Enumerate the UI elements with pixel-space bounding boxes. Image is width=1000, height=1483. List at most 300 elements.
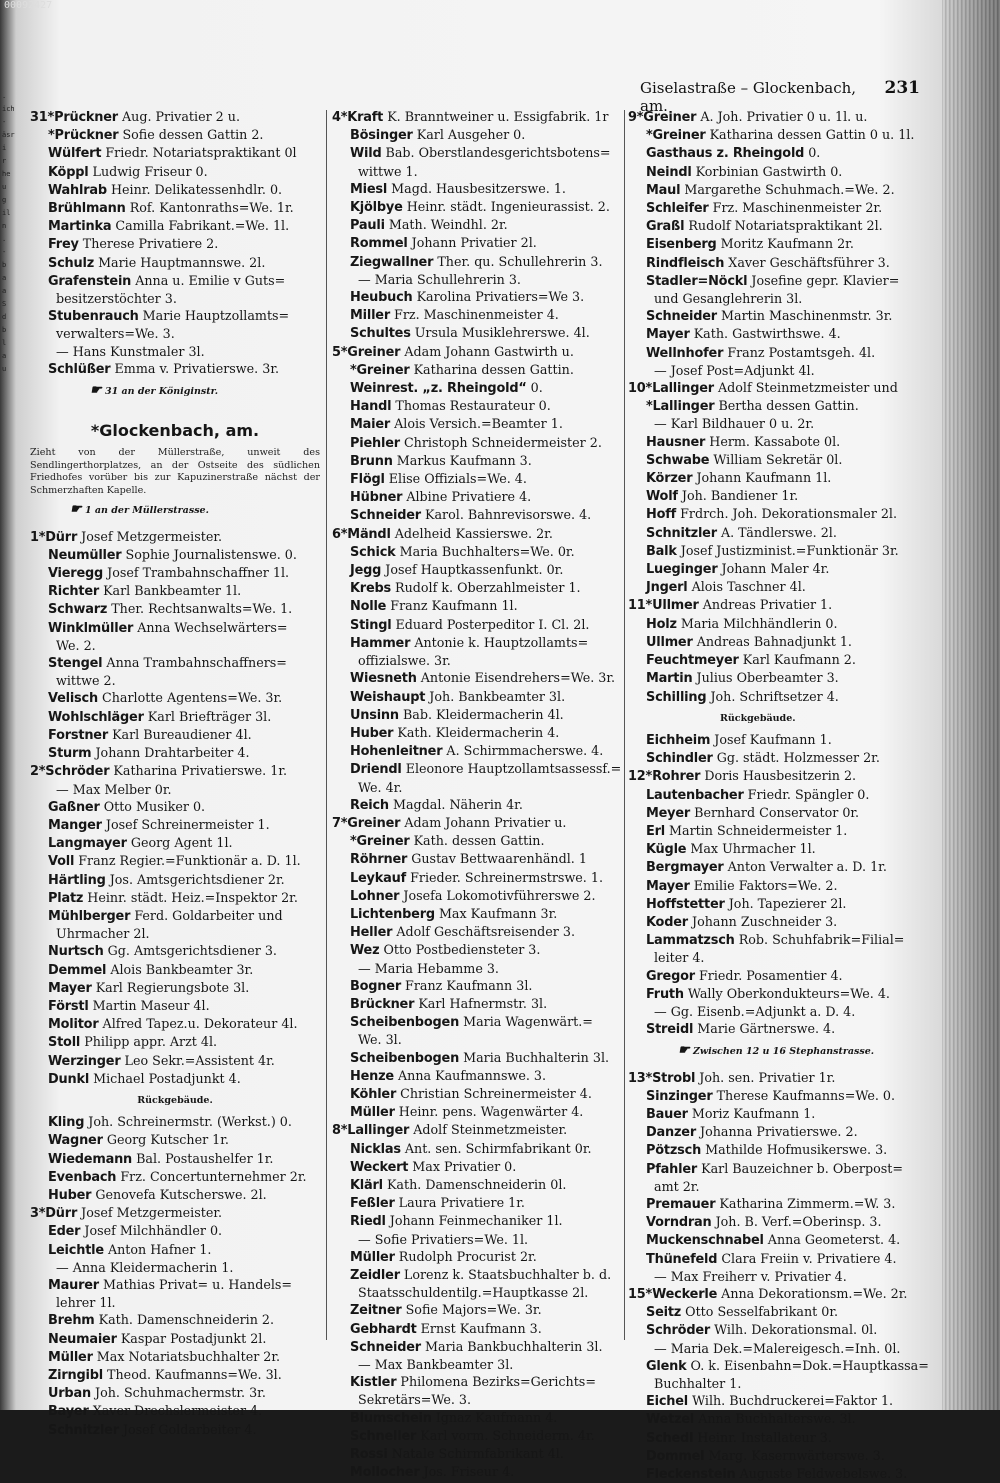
directory-entry [628,1020,924,1038]
directory-entry [30,181,320,199]
entry-name: Velisch [48,691,98,707]
entry-name: Wülfert [48,146,102,162]
directory-entry [628,1357,929,1375]
directory-entry [332,180,624,198]
entry-detail: A. Joh. Privatier 0 u. 1l. u. [700,109,868,124]
entry-name: Wez [350,943,380,959]
address-list-main [30,528,320,1088]
directory-entry [628,344,924,362]
entry-detail: Ernst Kaufmann 3. [420,1320,542,1336]
entry-detail: Clara Freiin v. Privatiere 4. [721,1250,897,1266]
directory-entry [332,977,624,995]
entry-name: Stubenrauch [48,309,139,325]
entry-detail: Frieder. Schreinermstrswe. 1. [410,869,603,885]
entry-name: Köhler [350,1086,397,1102]
address-list-col2 [332,108,624,1481]
entry-continuation [628,290,924,307]
directory-entry [628,1410,924,1428]
directory-entry [332,1320,624,1338]
entry-detail: Adelheid Kassierswe. 2r. [394,525,553,541]
entry-detail: We. 4r. [358,779,403,795]
directory-entry [30,1222,320,1240]
entry-name: Wild [350,146,382,162]
entry-detail: Math. Weindhl. 2r. [388,217,508,233]
directory-entry [628,181,924,199]
directory-entry [628,985,924,1003]
directory-entry [628,840,924,858]
entry-detail: Karl vorm. Schneiderm. 4r. [420,1427,595,1443]
directory-entry [628,144,924,162]
entry-name: Vieregg [48,566,104,582]
directory-entry [628,1105,924,1123]
entry-name: Manger [48,817,102,833]
directory-entry [628,163,924,181]
directory-entry [628,767,924,785]
entry-name: Wellnhofer [646,345,724,361]
entry-name: Martin [646,671,693,687]
entry-detail: Josef Metzgermeister. [81,528,223,544]
directory-entry [332,1427,624,1445]
entry-name: Huber [350,725,394,741]
entry-detail: Alfred Tapez.u. Dekorateur 4l. [102,1016,298,1032]
directory-entry [30,942,320,960]
entry-detail: Philipp appr. Arzt 4l. [84,1034,218,1050]
entry-detail: Thomas Restaurateur 0. [395,398,551,414]
entry-detail: Otto Sesselfabrikant 0r. [685,1304,839,1320]
directory-entry [332,1338,624,1356]
entry-detail: Anna Trambahnschaffners= [106,655,287,671]
entry-continuation [332,1391,624,1408]
directory-entry [628,272,924,290]
entry-name: Schulz [48,255,95,271]
directory-entry [30,1070,320,1088]
entry-continuation [332,271,624,288]
entry-name: Werzinger [48,1053,121,1069]
entry-detail: Genovefa Kutscherswe. 2l. [95,1186,267,1202]
entry-detail: Eduard Posterpeditor I. Cl. 2l. [395,616,590,632]
entry-name: Eder [48,1224,81,1240]
entry-name: *Greiner [350,834,410,850]
entry-detail: Martin Schneidermeister 1. [669,822,848,838]
entry-name: Premauer [646,1196,716,1212]
entry-detail: Katharina Zimmerm.=W. 3. [719,1195,896,1211]
directory-entry [332,324,624,342]
directory-entry [332,1140,624,1158]
entry-detail: Ther. Rechtsanwalts=We. 1. [111,601,293,617]
entry-name: Grafenstein [48,273,132,289]
entry-detail: Johann Kaufmann 1l. [696,470,832,486]
entry-name: Hübner [350,490,403,506]
column-rule-2 [624,110,625,1340]
entry-name: 4*Kraft [332,110,384,125]
entry-name: Fruth [646,986,684,1002]
entry-continuation [628,415,924,432]
directory-entry [332,905,624,923]
entry-detail: Karl Bankbeamter 1l. [103,583,242,599]
entry-name: Schneller [350,1428,417,1444]
entry-detail: Kath. Damenschneiderin 2. [98,1312,275,1328]
directory-entry [628,1160,924,1178]
directory-entry [332,288,624,306]
corner-note-text: 31 an der Königinstr. [104,386,219,398]
entry-detail: Antonie Eisendrehers=We. 3r. [420,670,616,686]
directory-entry [30,1033,320,1051]
entry-detail: — Anna Kleidermacherin 1. [56,1259,234,1275]
directory-entry [30,1384,320,1402]
directory-entry [332,1049,624,1067]
directory-entry [332,1445,624,1463]
entry-detail: Auguste Feldwebelswe. 3. [739,1466,908,1482]
entry-name: Driendl [350,762,402,778]
directory-entry [628,325,924,343]
address-list-col3b [628,731,924,1038]
entry-detail: Wilh. Dekorationsmal. 0l. [714,1322,878,1338]
directory-entry [628,1447,924,1465]
entry-continuation [628,362,924,379]
directory-entry [332,488,624,506]
entry-detail: Magd. Hausbesitzerswe. 1. [391,180,566,196]
entry-name: Dunkl [48,1071,90,1087]
entry-name: Holz [646,616,677,632]
entry-name: 7*Greiner [332,815,401,831]
entry-detail: Johann Privatier 2l. [411,235,537,251]
entry-detail: Bab. Kleidermacherin 4l. [402,706,564,722]
entry-detail: Sofie Majors=We. 3r. [405,1302,542,1318]
entry-detail: Heinr. städt. Ingenieurassist. 2. [406,199,610,215]
directory-entry [30,1015,320,1033]
entry-name: Schlüßer [48,361,111,377]
entry-continuation [30,1259,320,1276]
directory-entry [332,1121,624,1139]
directory-entry [628,397,924,415]
entry-continuation [30,925,320,942]
directory-entry [332,1013,624,1031]
entry-name: Wiedemann [48,1151,133,1167]
entry-detail: Maria Buchhalters=We. 0r. [399,543,575,559]
directory-entry [628,633,924,651]
entry-detail: Christian Schreinermeister 4. [400,1085,592,1101]
entry-name: Mollocher [350,1465,420,1481]
entry-detail: Ludwig Friseur 0. [92,163,208,179]
between-note-text: Zwischen 12 u 16 Stephanstrasse. [692,1046,875,1058]
entry-name: Koder [646,914,688,930]
entry-detail: A. Schirmmacherswe. 4. [446,743,604,759]
entry-name: Hohenleitner [350,744,443,760]
directory-entry [30,564,320,582]
directory-entry [30,528,320,546]
running-head: Giselastraße – Glockenbach, am. [640,79,857,115]
entry-name: Pötzsch [646,1143,702,1159]
rear-building-heading: Rückgebäude. [720,712,796,724]
page-number: 231 [884,78,920,98]
entry-name: Scheibenbogen [350,1015,460,1031]
entry-continuation [628,1375,924,1392]
entry-name: Erl [646,823,665,839]
entry-name: Kügle [646,842,687,858]
entry-name: Mayer [48,980,92,996]
entry-detail: O. k. Eisenbahn=Dok.=Hauptkassa= [690,1357,929,1373]
entry-detail: Alois Versich.=Beamter 1. [394,416,563,432]
section-description: Zieht von der Müllerstraße, unweit des Sendlingerthorplatzes, an der Ostseite des südlichen Friedhofes vorüber bis zur Kapuzinerstraße nächst der Schmerzhaften Kapelle. [30,447,320,496]
entry-detail: Josef Trambahnschaffner 1l. [107,565,290,581]
column-rule-1 [326,110,327,1340]
entry-name: Bayer [48,1404,89,1420]
entry-detail: Johann Maler 4r. [721,561,830,577]
directory-entry [30,654,320,672]
entry-name: Schick [350,544,396,560]
directory-entry [628,1195,924,1213]
directory-entry [30,834,320,852]
street-block-top [30,108,320,378]
entry-detail: Heinr. Delikatessenhdlr. 0. [110,181,283,197]
pointing-hand-icon: ☛ [678,1043,690,1059]
entry-detail: Adam Johann Gastwirth u. [404,343,574,359]
entry-detail: Adam Johann Privatier u. [404,814,567,830]
entry-continuation [30,343,320,360]
directory-entry [628,307,924,325]
entry-detail: Johanna Privatierswe. 2. [700,1124,858,1140]
previous-page-edge: . ich - äsr i r he u g il n . - b a a S d b l a u [2,92,15,373]
directory-entry [332,616,624,634]
entry-name: Schneider [646,309,717,325]
entry-detail: 0. [808,145,821,161]
entry-detail: Adolf Steinmetzmeister. [413,1122,568,1138]
directory-entry [332,1266,624,1284]
entry-detail: Marie Hauptzollamts= [142,308,290,324]
entry-detail: Heinr. städt. Heiz.=Inspektor 2r. [87,889,298,905]
directory-entry [628,669,924,687]
entry-detail: Gg. Amtsgerichtsdiener 3. [107,943,277,959]
entry-detail: Maria Wagenwärt.= [463,1014,593,1030]
entry-name: Evenbach [48,1169,117,1185]
directory-entry [30,1241,320,1259]
entry-detail: Joh. Schriftsetzer 4. [710,688,839,704]
entry-detail: — Maria Schullehrerin 3. [358,271,521,287]
directory-entry [30,582,320,600]
entry-detail: Markus Kaufmann 3. [396,452,532,468]
entry-continuation [30,325,320,342]
directory-entry [30,798,320,816]
directory-entry [332,579,624,597]
entry-continuation [332,1284,624,1301]
directory-entry [628,1392,924,1410]
directory-entry [30,1113,320,1131]
directory-entry [30,1311,320,1329]
entry-name: Graßl [646,219,685,235]
entry-detail: Marie Hauptmannswe. 2l. [98,254,266,270]
entry-detail: Sekretärs=We. 3. [358,1392,472,1408]
directory-entry [30,762,320,780]
entry-detail: Therese Kaufmanns=We. 0. [716,1087,896,1103]
entry-detail: Marg. Kasernwärterswe. 3. [708,1447,885,1463]
entry-continuation [332,779,624,796]
directory-entry [628,967,924,985]
entry-name: Ziegwallner [350,254,434,270]
entry-detail: Bertha dessen Gattin. [718,398,859,414]
entry-detail: Antonie k. Hauptzollamts= [414,634,589,650]
directory-entry [30,708,320,726]
entry-name: Miller [350,308,390,324]
entry-detail: Mathias Privat= u. Handels= [103,1276,293,1292]
directory-entry [628,895,924,913]
entry-detail: wittwe 2. [56,673,116,689]
directory-entry [628,578,924,596]
entry-detail: Christoph Schneidermeister 2. [403,434,602,450]
entry-name: Wiesneth [350,671,417,687]
entry-detail: Anton Verwalter a. D. 1r. [727,859,887,875]
directory-entry [332,561,624,579]
entry-name: Eisenberg [646,237,717,253]
entry-detail: Adolf Steinmetzmeister und [718,380,898,396]
entry-detail: Joh. Bankbeamter 3l. [429,688,566,704]
entry-detail: Josef Milchhändler 0. [84,1223,223,1239]
entry-name: Richter [48,584,100,600]
entry-name: Rommel [350,236,408,252]
entry-detail: William Sekretär 0l. [713,451,843,467]
entry-detail: — Gg. Eisenb.=Adjunkt a. D. 4. [654,1003,856,1019]
entry-detail: Joh. sen. Privatier 1r. [699,1069,836,1085]
entry-continuation [332,163,624,180]
entry-detail: Joh. B. Verf.=Oberinsp. 3. [715,1214,882,1230]
entry-detail: Maria Bankbuchhalterin 3l. [425,1338,603,1354]
entry-detail: Natale Schirmfabrikant 4l. [391,1446,564,1462]
entry-detail: Julius Oberbeamter 3. [696,670,839,686]
directory-entry [332,126,624,144]
entry-detail: — Karl Bildhauer 0 u. 2r. [654,416,815,432]
entry-detail: Kath. dessen Gattin. [413,833,545,849]
entry-name: Kistler [350,1375,397,1391]
entry-name: Schwabe [646,452,710,468]
entry-name: Zeidler [350,1268,400,1283]
directory-entry [30,235,320,253]
entry-name: Weinrest. „z. Rheingold“ [350,381,527,397]
entry-name: *Greiner [350,362,410,378]
entry-detail: und Gesanglehrerin 3l. [654,291,803,307]
column-1 [30,108,320,1439]
directory-entry [30,360,320,378]
entry-detail: Katharina dessen Gattin 0 u. 1l. [709,127,915,143]
entry-detail: Buchhalter 1. [654,1376,742,1392]
directory-entry [332,814,624,832]
entry-name: Lautenbacher [646,787,744,803]
entry-name: Muckenschnabel [646,1233,764,1249]
entry-name: Jngerl [646,580,688,596]
entry-detail: Therese Privatiere 2. [82,236,219,252]
entry-name: Schleifer [646,201,709,217]
directory-entry [332,760,624,778]
directory-entry [332,1176,624,1194]
entry-name: Pauli [350,218,385,234]
entry-detail: Albine Privatiere 4. [406,489,532,505]
entry-name: Weishaupt [350,689,426,705]
entry-detail: Kath. Kleidermacherin 4. [397,724,560,740]
directory-entry [332,543,624,561]
entry-detail: Elise Offizials=We. 4. [388,471,527,487]
pointing-hand-icon: ☛ [90,383,102,399]
directory-entry [332,1373,624,1391]
entry-detail: Karol. Bahnrevisorswe. 4. [425,507,592,523]
entry-detail: Frz. Maschinenmeister 2r. [712,200,883,216]
directory-entry [332,1067,624,1085]
entry-name: Heubuch [350,290,413,306]
page-stack-edge [942,0,1000,1410]
entry-name: Feßler [350,1196,395,1212]
entry-name: 3*Dürr [30,1206,78,1222]
entry-detail: Xaver Drechslermeister 4. [92,1403,263,1419]
entry-detail: Karl Kaufmann 2. [742,652,856,668]
directory-entry [628,877,924,895]
entry-name: Rossi [350,1447,388,1463]
entry-detail: Ignaz Kaufmann 4. [435,1409,558,1425]
entry-name: 1*Dürr [30,529,78,545]
entry-detail: Johann Feinmechaniker 1l. [389,1213,563,1229]
entry-name: Kling [48,1115,85,1131]
entry-name: Glenk [646,1358,687,1374]
entry-name: Brehm [48,1313,95,1329]
entry-name: Forstner [48,727,109,743]
directory-entry [628,199,924,217]
directory-entry [628,804,924,822]
entry-name: Reich [350,797,389,813]
directory-entry [628,254,924,272]
entry-detail: Ant. sen. Schirmfabrikant 0r. [404,1140,592,1156]
entry-detail: Otto Musiker 0. [103,798,206,814]
directory-entry [332,306,624,324]
directory-entry [332,1301,624,1319]
directory-entry [628,1069,924,1087]
between-note [628,1042,924,1060]
entry-detail: Karl Regierungsbote 3l. [95,979,250,995]
directory-entry [30,1276,320,1294]
directory-entry [332,216,624,234]
entry-name: Rindfleisch [646,255,725,271]
directory-entry [628,596,924,614]
section-title: *Glockenbach, am. [90,421,260,441]
entry-detail: Wally Oberkondukteurs=We. 4. [687,985,890,1001]
entry-name: Förstl [48,998,89,1014]
entry-detail: Bernhard Conservator 0r. [694,804,860,820]
directory-entry [332,941,624,959]
directory-entry [30,199,320,217]
directory-entry [332,361,624,379]
directory-entry [332,525,624,543]
entry-name: Brunn [350,453,393,469]
entry-name: Schultes [350,326,411,342]
entry-detail: Joh. Bandiener 1r. [681,488,799,504]
entry-detail: Alois Taschner 4l. [691,579,806,595]
entry-name: Handl [350,399,392,415]
directory-entry [628,1250,924,1268]
entry-name: Langmayer [48,836,127,852]
entry-name: Scheibenbogen [350,1050,460,1066]
entry-name: Leichtle [48,1242,104,1258]
entry-detail: Josef Kaufmann 1. [714,731,832,747]
entry-name: Schedl [646,1430,694,1446]
entry-name: Lohner [350,888,400,904]
directory-entry [628,931,924,949]
entry-name: Vorndran [646,1215,712,1231]
entry-detail: lehrer 1l. [56,1295,116,1311]
entry-name: 8*Lallinger [332,1123,410,1139]
directory-entry [30,1204,320,1222]
directory-entry [628,1123,924,1141]
entry-name: Frey [48,237,79,253]
entry-name: Gaßner [48,799,100,815]
directory-entry [332,850,624,868]
address-list-rear [30,1113,320,1439]
entry-name: 12*Rohrer [628,769,701,785]
directory-entry [628,1087,924,1105]
